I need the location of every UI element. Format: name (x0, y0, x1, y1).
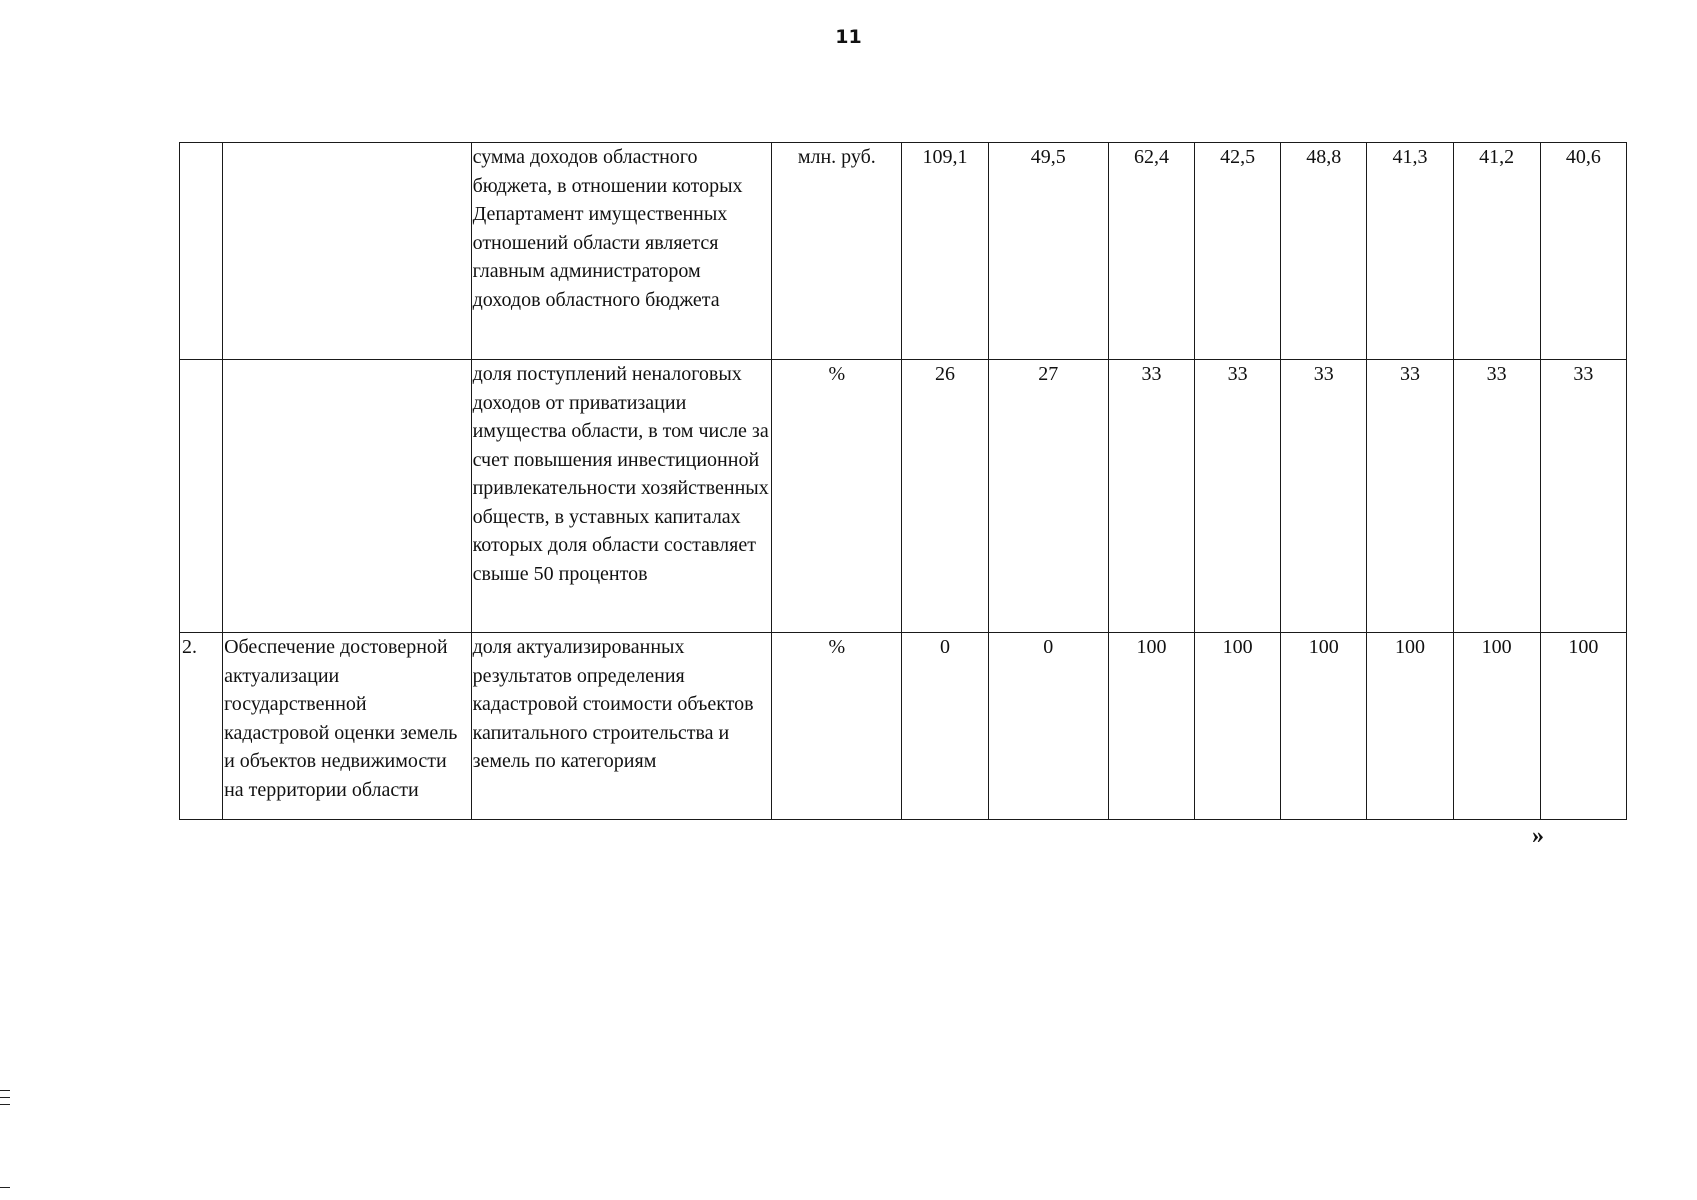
indicator-cell: сумма доходов областного бюджета, в отношении которых Департамент имущественных отношений области является главным администратором доходов областного бюджета (471, 143, 772, 360)
value-cell: 26 (902, 360, 988, 633)
value-cell: 33 (1367, 360, 1453, 633)
value-cell: 33 (1195, 360, 1281, 633)
value-cell: 41,3 (1367, 143, 1453, 360)
value-cell: 27 (988, 360, 1108, 633)
table-row (180, 360, 1627, 633)
value-cell: 100 (1195, 633, 1281, 820)
value-cell: 49,5 (988, 143, 1108, 360)
value-cell: 0 (988, 633, 1108, 820)
scan-margin-mark (0, 1187, 10, 1188)
table-row (180, 633, 1627, 820)
task-cell: Обеспечение достоверной актуализации государственной кадастровой оценки земель и объектов недвижимости на территории области (223, 633, 472, 820)
task-cell (223, 360, 472, 633)
value-cell: 33 (1108, 360, 1194, 633)
value-cell: 100 (1453, 633, 1540, 820)
indicators-table (179, 142, 1627, 820)
task-cell (223, 143, 472, 360)
scan-margin-mark (0, 1090, 10, 1091)
unit-cell: млн. руб. (772, 143, 902, 360)
value-cell: 42,5 (1195, 143, 1281, 360)
row-number (180, 360, 223, 633)
value-cell: 33 (1540, 360, 1626, 633)
value-cell: 100 (1281, 633, 1367, 820)
value-cell: 62,4 (1108, 143, 1194, 360)
indicator-cell: доля актуализированных результатов определения кадастровой стоимости объектов капитального строительства и земель по категориям (471, 633, 772, 820)
scan-margin-mark (0, 1104, 10, 1105)
closing-quote: » (1532, 823, 1544, 849)
value-cell: 100 (1540, 633, 1626, 820)
value-cell: 48,8 (1281, 143, 1367, 360)
unit-cell: % (772, 360, 902, 633)
value-cell: 33 (1453, 360, 1540, 633)
row-number (180, 143, 223, 360)
indicator-cell: доля поступлений неналоговых доходов от приватизации имущества области, в том числе за счет повышения инвестиционной привлекательности хозяйственных обществ, в уставных капиталах которых доля области составляет свыше 50 процентов (471, 360, 772, 633)
page-number: 11 (835, 26, 862, 48)
scan-margin-mark (0, 1097, 10, 1098)
unit-cell: % (772, 633, 902, 820)
value-cell: 41,2 (1453, 143, 1540, 360)
value-cell: 100 (1367, 633, 1453, 820)
row-number: 2. (180, 633, 223, 820)
value-cell: 0 (902, 633, 988, 820)
value-cell: 33 (1281, 360, 1367, 633)
value-cell: 40,6 (1540, 143, 1626, 360)
table-row (180, 143, 1627, 360)
value-cell: 100 (1108, 633, 1194, 820)
value-cell: 109,1 (902, 143, 988, 360)
